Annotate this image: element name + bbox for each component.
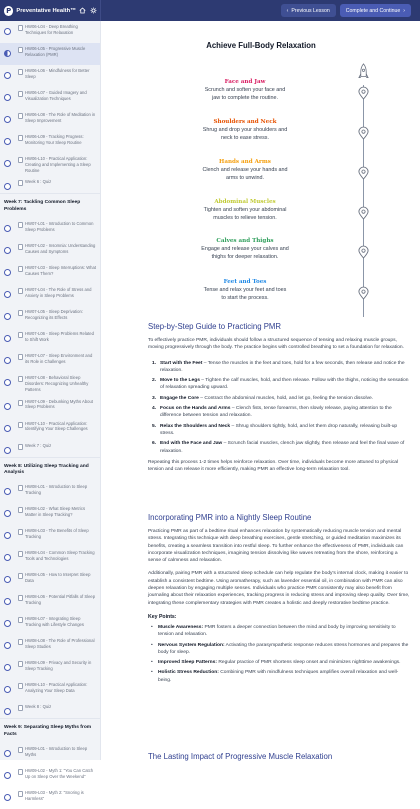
body-area-heading: Calves and Thighs bbox=[216, 238, 274, 244]
document-icon bbox=[18, 69, 23, 75]
progress-circle-icon bbox=[4, 269, 11, 276]
step-item bbox=[148, 423, 410, 438]
description-line: Tighten and soften your abdominal bbox=[203, 207, 287, 213]
lesson-item[interactable] bbox=[0, 328, 100, 350]
chevron-right-icon: › bbox=[403, 7, 405, 14]
document-icon bbox=[18, 617, 23, 623]
progress-circle-icon bbox=[4, 72, 11, 79]
bullet-icon: • bbox=[151, 670, 153, 676]
document-icon bbox=[18, 288, 23, 294]
lesson-title: HW08-L07 - Integrating Sleep Tracking with Lifestyle Changes bbox=[25, 616, 84, 628]
document-icon bbox=[18, 157, 23, 163]
location-pin-icon bbox=[358, 287, 369, 300]
key-point-text: Regular practice of PMR shortens sleep onset and minimizes nighttime awakenings. bbox=[216, 660, 401, 666]
document-icon bbox=[18, 135, 23, 141]
progress-circle-icon bbox=[4, 686, 11, 693]
lesson-item[interactable] bbox=[0, 743, 100, 765]
lesson-title: HW07-L04 - The Role of Stress and Anxiety in Sleep Problems bbox=[25, 287, 92, 298]
quiz-item[interactable] bbox=[0, 176, 100, 193]
lesson-item[interactable] bbox=[0, 765, 100, 787]
description-line: Tense and relax your feet and toes bbox=[203, 287, 287, 293]
quiz-item[interactable] bbox=[0, 440, 100, 457]
key-point-body bbox=[158, 659, 400, 666]
step-item bbox=[148, 377, 410, 392]
lesson-title: HW06-L09 - Tracking Progress: Monitoring Your Sleep Routine bbox=[25, 134, 84, 145]
lesson-item[interactable] bbox=[0, 657, 100, 679]
body-area-group bbox=[145, 159, 345, 182]
progress-circle-icon bbox=[4, 403, 11, 410]
progress-circle-icon bbox=[4, 116, 11, 123]
document-icon bbox=[18, 376, 23, 382]
key-point-item bbox=[148, 642, 410, 657]
document-icon bbox=[18, 244, 23, 250]
step-body bbox=[160, 395, 373, 402]
progress-circle-icon bbox=[4, 554, 11, 561]
lesson-item[interactable] bbox=[0, 284, 100, 306]
description-line: muscles to relieve tension. bbox=[213, 214, 277, 221]
lesson-title: HW07-L07 - Sleep Environment and its Role in Challenges bbox=[25, 353, 93, 364]
lesson-title: HW06-L05 - Progressive Muscle Relaxation (PMR) bbox=[25, 46, 86, 57]
description-line: to start the process. bbox=[221, 294, 269, 301]
week-7-heading: Week 7: Tackling Common Sleep Problems bbox=[0, 193, 100, 218]
document-icon bbox=[18, 639, 23, 645]
quiz-icon bbox=[18, 180, 23, 186]
lesson-item[interactable] bbox=[0, 131, 100, 153]
description-line: Clench and release your hands and bbox=[202, 167, 288, 173]
progress-circle-icon bbox=[4, 598, 11, 605]
document-icon bbox=[18, 661, 23, 667]
key-point-text: Combining PMR with mindfulness techniques amplifies overall relaxation and well-being. bbox=[158, 670, 399, 683]
lesson-title: HW06-L07 - Guided Imagery and Visualization Techniques bbox=[25, 90, 87, 101]
lesson-title: HW08-L10 - Practical Application: Analyzing Your Sleep Data bbox=[25, 682, 88, 694]
document-icon bbox=[18, 791, 23, 797]
lesson-item[interactable] bbox=[0, 418, 100, 440]
location-pin-icon bbox=[358, 127, 369, 140]
description-line: thighs for deeper relaxation. bbox=[211, 253, 279, 260]
lesson-title: HW09-L02 - Myth 1: "You Can Catch Up on Sleep Over the Weekend" bbox=[25, 768, 94, 780]
progress-circle-icon bbox=[4, 772, 11, 779]
step-text: – Tense the muscles in the feet and toes, hold for a few seconds, then release and notice the relaxation. bbox=[160, 360, 405, 373]
progress-circle-icon bbox=[4, 750, 11, 757]
timeline-line bbox=[363, 85, 364, 317]
lesson-item[interactable] bbox=[0, 547, 100, 569]
location-pin-icon bbox=[358, 167, 369, 180]
guide-outro: Repeating this process 1-2 times helps reinforce relaxation. Over time, individuals become more attuned to physical tension and can release it more efficiently, making PMR an effective long-term relaxation tool. bbox=[148, 459, 399, 473]
top-bar bbox=[0, 0, 420, 21]
step-text: – Tighten the calf muscles, hold, and then release. Follow with the thighs, noticing the sensation of relaxation spreading upward. bbox=[160, 378, 409, 391]
week-9-heading: Week 9: Separating Sleep Myths from Facts bbox=[0, 718, 100, 743]
key-points-list bbox=[148, 624, 410, 684]
quiz-icon bbox=[18, 705, 23, 711]
progress-circle-icon bbox=[4, 247, 11, 254]
lesson-item[interactable] bbox=[0, 87, 100, 109]
document-icon bbox=[18, 769, 23, 775]
lesson-title: HW08-L01 - Introduction to Sleep Tracking bbox=[25, 484, 88, 496]
description-line: Engage and release your calves and bbox=[201, 246, 289, 252]
step-number: 3. bbox=[152, 395, 157, 401]
quiz-item[interactable] bbox=[0, 701, 100, 718]
lesson-item[interactable] bbox=[0, 503, 100, 525]
body-area-group bbox=[145, 238, 345, 261]
lesson-item[interactable] bbox=[0, 591, 100, 613]
lesson-title: HW06-L08 - The Role of Meditation in Sleep Improvement bbox=[25, 112, 96, 123]
body-area-description bbox=[145, 167, 345, 182]
step-title: Move to the Legs bbox=[160, 378, 200, 384]
body-area-group bbox=[145, 119, 345, 142]
lesson-title: HW08-L04 - Common Sleep Tracking Tools and Technologies bbox=[25, 550, 95, 562]
lesson-item[interactable] bbox=[0, 635, 100, 657]
lesson-item[interactable] bbox=[0, 306, 100, 328]
key-points-label: Key Points: bbox=[148, 613, 177, 620]
body-area-heading: Face and Jaw bbox=[224, 79, 266, 85]
home-icon[interactable] bbox=[79, 7, 86, 14]
key-point-body bbox=[158, 624, 410, 639]
document-icon bbox=[18, 422, 23, 428]
lesson-title: HW07-L01 - Introduction to Common Sleep Problems bbox=[25, 221, 94, 232]
location-pin-icon bbox=[358, 246, 369, 259]
step-item bbox=[148, 360, 410, 375]
progress-circle-icon bbox=[4, 225, 11, 232]
chevron-left-icon: ‹ bbox=[286, 7, 289, 14]
progress-circle-icon bbox=[4, 425, 11, 432]
lesson-title: HW06-L06 - Mindfulness for Better Sleep bbox=[25, 68, 90, 79]
document-icon bbox=[18, 266, 23, 272]
progress-circle-icon bbox=[4, 379, 11, 386]
bullet-icon: • bbox=[151, 642, 153, 648]
progress-circle-icon bbox=[4, 447, 11, 454]
document-icon bbox=[18, 485, 23, 491]
document-icon bbox=[18, 400, 23, 406]
infographic-title: Achieve Full-Body Relaxation bbox=[206, 41, 316, 50]
guide-intro: To effectively practice PMR, individuals should follow a structured sequence of tensing and relaxing muscle groups, moving progressively through the body. The practice begins with controlled breathing to set a foundation for relaxation. bbox=[148, 338, 404, 351]
document-icon bbox=[18, 113, 23, 119]
step-number: 1. bbox=[152, 360, 157, 366]
body-area-heading: Hands and Arms bbox=[219, 159, 271, 165]
guide-heading: Step-by-Step Guide to Practicing PMR bbox=[148, 322, 282, 331]
brand-name[interactable]: Preventative Health™ bbox=[16, 7, 76, 14]
progress-circle-icon bbox=[4, 160, 11, 167]
lesson-title: HW08-L02 - What Sleep Metrics Matter in Sleep Tracking? bbox=[25, 506, 86, 518]
lesson-title: HW06-L10 - Practical Application: Creating and Implementing a Sleep Routine bbox=[25, 156, 91, 173]
lesson-title: HW07-L02 - Insomnia: Understanding Causes and Symptoms bbox=[25, 243, 96, 254]
progress-circle-icon bbox=[4, 488, 11, 495]
bullet-icon: • bbox=[151, 660, 153, 666]
lesson-title: Week 7 : Quiz bbox=[25, 442, 52, 448]
lesson-item[interactable] bbox=[0, 481, 100, 503]
nightly-paragraph-1: Practicing PMR as part of a bedtime ritual enhances relaxation by systematically reducing muscle tension and mental stress. Integrating this technique with deep breathing exercises, gentle stretching, or guided meditation maximizes its benefits, creating a seamless transition into restful sleep. To further enhance the effectiveness of PMR, individuals can incorporate visualization techniques, imagining tension dissolving like waves retreating from the shore, reinforcing a sense of calmness and relaxation. bbox=[148, 529, 404, 564]
progress-circle-icon bbox=[4, 794, 11, 801]
progress-circle-icon bbox=[4, 313, 11, 320]
progress-circle-icon bbox=[4, 532, 11, 539]
document-icon bbox=[18, 683, 23, 689]
body-area-description bbox=[145, 207, 345, 222]
lesson-item[interactable] bbox=[0, 262, 100, 284]
lesson-title: HW07-L03 - Sleep Interruptions: What Causes Them? bbox=[25, 265, 96, 276]
lesson-item[interactable] bbox=[0, 21, 100, 43]
description-line: Scrunch and soften your face and bbox=[204, 87, 286, 93]
document-icon bbox=[18, 91, 23, 97]
week-8-heading: Week 8: Utilizing Sleep Tracking and Analysis bbox=[0, 457, 100, 482]
step-title: End with the Face and Jaw bbox=[160, 441, 223, 447]
lesson-title: HW08-L06 - Potential Pitfalls of Sleep Tracking bbox=[25, 594, 96, 606]
quiz-icon bbox=[18, 444, 23, 450]
lesson-item[interactable] bbox=[0, 787, 100, 809]
document-icon bbox=[18, 25, 23, 31]
key-point-text: Activating the parasympathetic response reduces stress hormones and prepares the body for sleep. bbox=[158, 642, 409, 655]
document-icon bbox=[18, 595, 23, 601]
steps-list bbox=[148, 360, 410, 455]
body-area-heading: Abdominal Muscles bbox=[214, 199, 276, 205]
progress-circle-icon bbox=[4, 138, 11, 145]
pmr-infographic bbox=[145, 33, 377, 315]
lasting-heading: The Lasting Impact of Progressive Muscle Relaxation bbox=[148, 752, 333, 761]
step-body bbox=[160, 440, 410, 455]
lesson-item[interactable] bbox=[0, 109, 100, 131]
rocket-icon bbox=[358, 63, 369, 76]
lesson-title: HW08-L08 - The Role of Professional Sleep Studies bbox=[25, 638, 95, 650]
progress-circle-icon bbox=[4, 335, 11, 342]
lasting-section bbox=[148, 752, 410, 761]
description-line: arms to unwind. bbox=[225, 174, 265, 181]
course-sidebar bbox=[0, 21, 101, 802]
progress-circle-icon bbox=[4, 357, 11, 364]
lesson-item[interactable] bbox=[0, 679, 100, 701]
lesson-item[interactable] bbox=[0, 569, 100, 591]
body-area-heading: Shoulders and Neck bbox=[213, 119, 277, 125]
step-title: Focus on the Hands and Arms bbox=[160, 406, 231, 412]
brand-logo: P bbox=[4, 6, 13, 16]
description-line: jaw to complete the routine. bbox=[212, 94, 278, 101]
progress-circle-icon bbox=[4, 576, 11, 583]
previous-lesson-label: Previous Lesson bbox=[291, 7, 330, 14]
step-text: – Clench fists, tense forearms, then slowly release, paying attention to the difference between tension and relaxation. bbox=[160, 406, 392, 419]
progress-circle-icon bbox=[4, 620, 11, 627]
document-icon bbox=[18, 573, 23, 579]
progress-circle-icon bbox=[4, 708, 11, 715]
progress-circle-icon bbox=[4, 510, 11, 517]
document-icon bbox=[18, 529, 23, 535]
progress-circle-icon bbox=[4, 291, 11, 298]
body-area-group bbox=[145, 279, 345, 302]
document-icon bbox=[18, 747, 23, 753]
lesson-title: HW07-L09 - Debunking Myths About Sleep Problems bbox=[25, 398, 93, 410]
key-point-title: Improved Sleep Patterns: bbox=[158, 660, 217, 666]
bullet-icon: • bbox=[151, 624, 153, 630]
nightly-section bbox=[148, 513, 410, 687]
document-icon bbox=[18, 47, 23, 53]
nightly-heading: Incorporating PMR into a Nightly Sleep Routine bbox=[148, 513, 312, 522]
progress-circle-icon bbox=[4, 28, 11, 35]
step-title: Engage the Core bbox=[160, 395, 199, 401]
key-point-body bbox=[158, 642, 410, 657]
lesson-title: Week 8 : Quiz bbox=[25, 704, 52, 710]
lesson-item[interactable] bbox=[0, 350, 100, 372]
nightly-paragraph-2: Additionally, pairing PMR with a structured sleep schedule can help regulate the body's internal clock, making it easier to establish a consistent bedtime. Using aromatherapy, such as lavender essential oil, in combination with PMR can also deepen relaxation by engaging multiple senses. Individuals who practice PMR consistently may also benefit from journaling about their relaxation experiences, tracking progress in reducing stress and improving sleep quality. Over time, integrating these complementary strategies with PMR creates a holistic and deeply restorative bedtime practice. bbox=[148, 571, 410, 606]
lesson-title: HW07-L06 - Sleep Problems Related to Shift Work bbox=[25, 331, 94, 342]
step-text: – Shrug shoulders tightly, hold, and let them drop naturally, releasing built-up stress. bbox=[160, 423, 398, 436]
lesson-item[interactable] bbox=[0, 240, 100, 262]
body-area-description bbox=[145, 287, 345, 302]
step-text: – Contract the abdominal muscles, hold, and let go, feeling the tension dissolve. bbox=[198, 395, 374, 401]
key-point-body bbox=[158, 669, 410, 684]
lesson-item[interactable] bbox=[0, 65, 100, 87]
body-area-description bbox=[145, 127, 345, 142]
body-area-group bbox=[145, 199, 345, 222]
key-point-item bbox=[148, 669, 410, 684]
lesson-title: HW09-L03 - Myth 2: "Snoring is Harmless" bbox=[25, 790, 84, 802]
document-icon bbox=[18, 354, 23, 360]
step-body bbox=[160, 405, 410, 420]
lesson-title: HW07-L05 - Sleep Deprivation: Recognizing its Effects bbox=[25, 309, 83, 320]
lesson-title: HW09-L01 - Introduction to Sleep Myths bbox=[25, 746, 88, 758]
key-point-title: Nervous System Regulation: bbox=[158, 642, 225, 648]
progress-circle-icon bbox=[4, 183, 11, 190]
complete-and-continue-button[interactable] bbox=[340, 4, 411, 17]
gear-icon[interactable] bbox=[90, 7, 97, 14]
key-point-item bbox=[148, 624, 410, 639]
step-title: Relax the Shoulders and Neck bbox=[160, 423, 231, 429]
lesson-title: HW08-L03 - The Benefits of Sleep Tracking bbox=[25, 528, 89, 540]
progress-circle-icon bbox=[4, 94, 11, 101]
progress-circle-icon bbox=[4, 664, 11, 671]
step-number: 5. bbox=[152, 423, 157, 429]
body-area-heading: Feet and Toes bbox=[223, 279, 267, 285]
document-icon bbox=[18, 310, 23, 316]
lesson-title: HW08-L09 - Privacy and Security in Sleep Tracking bbox=[25, 660, 92, 672]
document-icon bbox=[18, 222, 23, 228]
lesson-item[interactable] bbox=[0, 525, 100, 547]
lesson-title: HW07-L10 - Practical Application: Identifying Your Sleep Challenges bbox=[25, 420, 88, 432]
lesson-item[interactable] bbox=[0, 218, 100, 240]
document-icon bbox=[18, 551, 23, 557]
lesson-item[interactable] bbox=[0, 372, 100, 395]
complete-and-continue-label: Complete and Continue bbox=[345, 7, 401, 14]
step-number: 4. bbox=[152, 406, 157, 412]
description-line: neck to ease stress. bbox=[221, 134, 269, 141]
description-line: Shrug and drop your shoulders and bbox=[202, 127, 288, 133]
step-item bbox=[148, 395, 410, 402]
lesson-item[interactable] bbox=[0, 43, 100, 65]
step-item bbox=[148, 440, 410, 455]
lesson-title: Week 6 : Quiz bbox=[25, 179, 52, 185]
key-point-text: PMR fosters a deeper connection between the mind and body by improving sensitivity to tension and relaxation. bbox=[158, 624, 396, 638]
document-icon bbox=[18, 332, 23, 338]
lesson-content bbox=[101, 21, 420, 760]
body-area-description bbox=[145, 246, 345, 261]
step-body bbox=[160, 360, 410, 375]
progress-circle-icon bbox=[4, 642, 11, 649]
key-point-title: Muscle Awareness: bbox=[158, 624, 204, 630]
lesson-item[interactable] bbox=[0, 396, 100, 418]
lesson-title: HW06-L04 - Deep Breathing Techniques for Relaxation bbox=[25, 24, 78, 35]
step-body bbox=[160, 423, 410, 438]
step-number: 6. bbox=[152, 441, 157, 447]
step-number: 2. bbox=[152, 378, 157, 384]
previous-lesson-button[interactable] bbox=[281, 4, 336, 17]
location-pin-icon bbox=[358, 207, 369, 220]
progress-circle-icon bbox=[4, 50, 11, 57]
key-point-item bbox=[148, 659, 410, 666]
lesson-title: HW07-L08 - Behavioral Sleep Disorders: Recognizing Unhealthy Patterns bbox=[25, 375, 89, 392]
lesson-item[interactable] bbox=[0, 153, 100, 176]
step-item bbox=[148, 405, 410, 420]
lesson-item[interactable] bbox=[0, 613, 100, 635]
document-icon bbox=[18, 507, 23, 513]
brand bbox=[0, 0, 101, 21]
lesson-title: HW08-L05 - How to Interpret Sleep Data bbox=[25, 572, 91, 584]
key-point-title: Holistic Stress Reduction: bbox=[158, 670, 219, 676]
body-area-description bbox=[145, 87, 345, 102]
step-body bbox=[160, 377, 410, 392]
step-title: Start with the Feet bbox=[160, 360, 203, 366]
body-area-group bbox=[145, 79, 345, 102]
step-text: – Scrunch facial muscles, clench jaw slightly, then release and feel the final wave of relaxation. bbox=[160, 441, 405, 454]
guide-section bbox=[148, 322, 410, 473]
location-pin-icon bbox=[358, 87, 369, 100]
